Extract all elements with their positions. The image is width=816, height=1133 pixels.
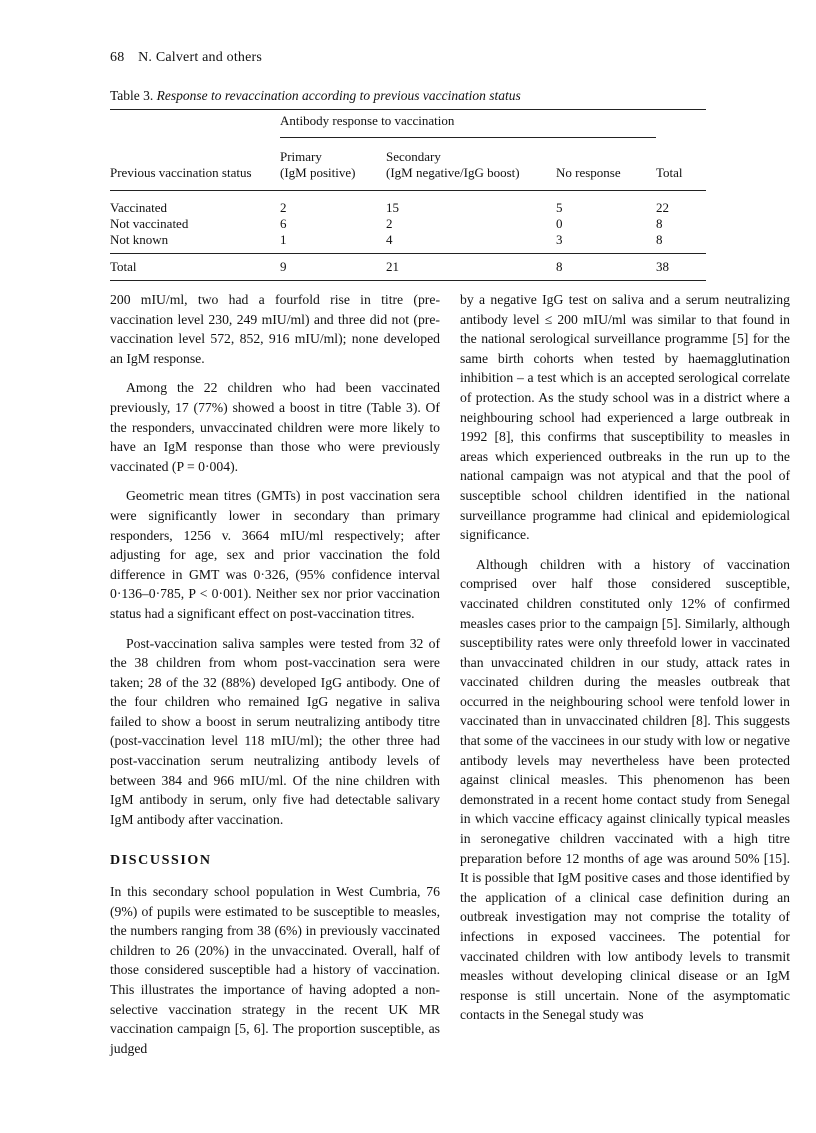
col-primary-line1: Primary bbox=[280, 149, 322, 164]
total-total: 38 bbox=[656, 254, 706, 281]
row-total: 8 bbox=[656, 232, 706, 254]
col-secondary-line1: Secondary bbox=[386, 149, 441, 164]
paragraph: 200 mIU/ml, two had a fourfold rise in titre (pre-vaccination level 230, 249 mIU/ml) and three did not (pre-vaccination level 572, 852, 916 mIU/ml); none developed an IgM response. bbox=[110, 292, 440, 366]
row-primary: 1 bbox=[280, 232, 386, 254]
table-total-row bbox=[110, 254, 706, 281]
row-status: Vaccinated bbox=[110, 200, 168, 215]
discussion-heading: DISCUSSION bbox=[110, 853, 212, 869]
paragraph: Although children with a history of vaccination comprised over half those considered susceptible, vaccinated children constituted only 12% of confirmed measles cases prior to the campaign [5]. Similarly, although susceptibility rates were only threefold lower in vaccinated than unvaccinated children in our study, attack rates in vaccinated children during the measles outbreak that occurred in the neighbouring school were tenfold lower in vaccinated than in unvaccinated children [8]. This suggests that some of the vaccinees in our study with low or negative antibody levels may nevertheless have been protected against clinical measles. This phenomenon has been demonstrated in a recent home contact study from Senegal in which vaccine efficacy against clinically typical measles in seronegative children vaccinated with a high titre preparation before 12 months of age was around 50% [15]. It is possible that IgM positive cases and those identified by the application of a clinical case definition during an outbreak investigation may not comprise the totality of infections in exposed vaccinees. The potential for vaccinated children with low antibody levels to transmit measles without developing clinical disease or an IgM response is still uncertain. None of the asymptomatic contacts in the Senegal study was bbox=[460, 556, 790, 1023]
col-secondary-line2: (IgM negative/IgG boost) bbox=[386, 165, 556, 191]
total-secondary: 21 bbox=[386, 254, 556, 281]
table-header-row-1 bbox=[110, 138, 706, 166]
paragraph: Post-vaccination saliva samples were tested from 32 of the 38 children from whom post-vaccination sera were taken; 28 of the 32 (88%) developed IgG antibody. One of the four children who remained IgG negative in saliva failed to show a boost in serum neutralizing antibody titre (post-vaccination level 118 mIU/ml); the other three had post-vaccination serum neutralizing antibody levels of between 384 and 966 mIU/ml. Of the nine children with IgM antibody in serum, only five had detectable salivary IgM antibody after vaccination. bbox=[110, 635, 440, 827]
row-no-response: 0 bbox=[556, 216, 563, 231]
table-caption bbox=[110, 88, 521, 104]
table-title: Response to revaccination according to previous vaccination status bbox=[156, 88, 521, 103]
table-row bbox=[110, 216, 706, 232]
row-secondary: 15 bbox=[386, 200, 399, 215]
table-label: Table 3. bbox=[110, 88, 154, 103]
row-status: Not known bbox=[110, 232, 280, 254]
row-total: 22 bbox=[656, 200, 669, 215]
running-title: N. Calvert and others bbox=[138, 50, 263, 65]
running-head bbox=[110, 50, 262, 66]
row-secondary: 4 bbox=[386, 232, 556, 254]
table-group-header-row bbox=[110, 113, 706, 138]
row-primary: 2 bbox=[280, 200, 287, 215]
row-primary: 6 bbox=[280, 216, 287, 231]
results-table bbox=[110, 109, 706, 281]
table-row bbox=[110, 191, 706, 217]
paragraph: Geometric mean titres (GMTs) in post vaccination sera were significantly lower in secondary than primary responders, 1256 v. 3664 mIU/ml respectively; after adjusting for age, sex and prior vaccination the fold difference in GMT was 0·326, (95% confidence interval 0·136–0·785, P < 0·001). Neither sex nor prior vaccination status had a significant effect on post-vaccination titres. bbox=[110, 488, 440, 621]
col-primary-line2: (IgM positive) bbox=[280, 165, 386, 191]
table-header-row-2 bbox=[110, 165, 706, 191]
col-total: Total bbox=[656, 165, 706, 191]
page-number: 68 bbox=[110, 50, 125, 65]
row-no-response: 5 bbox=[556, 200, 563, 215]
paragraph: In this secondary school population in West Cumbria, 76 (9%) of pupils were estimated to be susceptible to measles, the numbers ranging from 38 (6%) in previously vaccinated children to 26 (20%) in the unvaccinated. Overall, half of those considered susceptible had a history of vaccination. This illustrates the importance of having adopted a non-selective vaccination strategy in the recent UK MR vaccination campaign [5, 6]. The proportion susceptible, as judged bbox=[110, 884, 440, 1056]
row-status: Not vaccinated bbox=[110, 216, 189, 231]
row-secondary: 2 bbox=[386, 216, 393, 231]
row-no-response: 3 bbox=[556, 232, 656, 254]
right-column bbox=[460, 290, 790, 1025]
col-no-response: No response bbox=[556, 165, 656, 191]
table-row bbox=[110, 232, 706, 254]
total-status: Total bbox=[110, 254, 280, 281]
group-header: Antibody response to vaccination bbox=[280, 113, 656, 138]
left-column bbox=[110, 290, 440, 1058]
total-primary: 9 bbox=[280, 254, 386, 281]
total-no-response: 8 bbox=[556, 254, 656, 281]
paragraph: by a negative IgG test on saliva and a serum neutralizing antibody level ≤ 200 mIU/ml was similar to that found in the national serological surveillance programme [5] for the same birth cohorts when tested by haemagglutination inhibition – a test which is an accepted serological correlate of protection. As the study school was in a district where a neighbouring school had experienced a large outbreak in 1992 [8], this confirms that susceptibility to measles in areas which experienced outbreaks in the run up to the national campaign was not atypical and that the pool of susceptible school children identified in the national surveillance programme had clinical and epidemiological significance. bbox=[460, 292, 790, 543]
col-status: Previous vaccination status bbox=[110, 165, 280, 191]
paragraph: Among the 22 children who had been vaccinated previously, 17 (77%) showed a boost in titre (Table 3). Of the responders, unvaccinated children were more likely to have an IgM response than those who were previously vaccinated (P = 0·004). bbox=[110, 380, 440, 474]
row-total: 8 bbox=[656, 216, 663, 231]
